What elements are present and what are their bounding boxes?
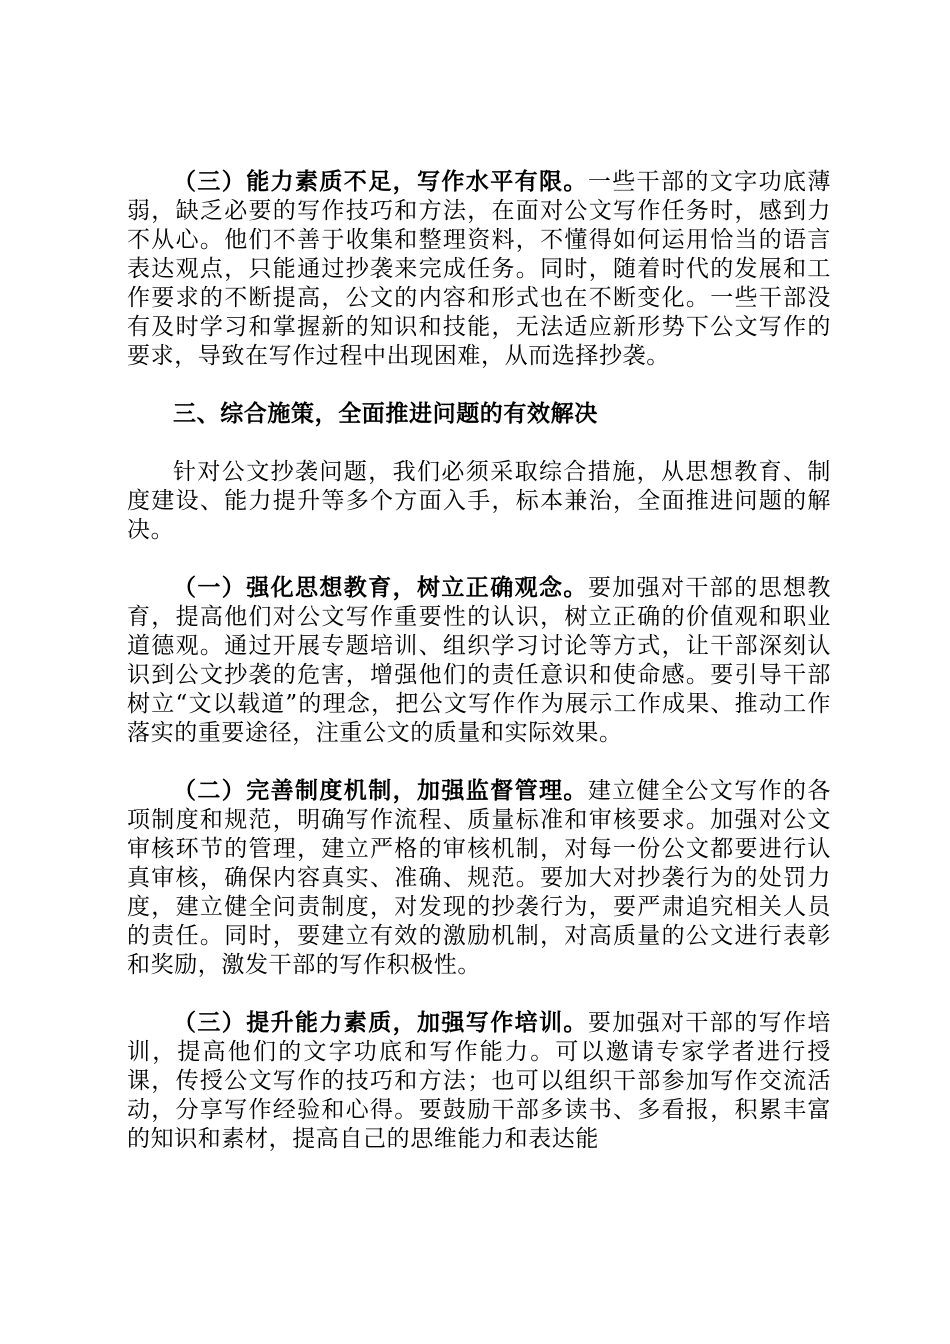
paragraph-body: 一些干部的文字功底薄弱，缺乏必要的写作技巧和方法，在面对公文写作任务时，感到力不从心。他们不善于收集和整理资料，不懂得如何运用恰当的语言表达观点，只能通过抄袭来完成任务。同时，随着时代的发展和工作要求的不断提高，公文的内容和形式也在不断变化。一些干部没有及时学习和掌握新的知识和技能，无法适应新形势下公文写作的要求，导致在写作过程中出现困难，从而选择抄袭。 bbox=[127, 169, 832, 369]
paragraph-institutional-mechanism bbox=[127, 777, 831, 980]
section-heading: 三、综合施策，全面推进问题的有效解决 bbox=[173, 401, 598, 427]
paragraph-body: 建立健全公文写作的各项制度和规范，明确写作流程、质量标准和审核要求。加强对公文审核环节的管理，建立严格的审核机制，对每一份公文都要进行认真审核，确保内容真实、准确、规范。要加大对抄袭行为的处罚力度，建立健全问责制度，对发现的抄袭行为，要严肃追究相关人员的责任。同时，要建立有效的激励机制，对高质量的公文进行表彰和奖励，激发干部的写作积极性。 bbox=[127, 778, 832, 978]
document-page bbox=[127, 168, 831, 1154]
paragraph-intro bbox=[127, 458, 831, 545]
paragraph-body: 要加强对干部的写作培训，提高他们的文字功底和写作能力。可以邀请专家学者进行授课，传授公文写作的技巧和方法；也可以组织干部参加写作交流活动，分享写作经验和心得。要鼓励干部多读书、多看报，积累丰富的知识和素材，提高自己的思维能力和表达能 bbox=[127, 1010, 832, 1152]
paragraph-body: 针对公文抄袭问题，我们必须采取综合措施，从思想教育、制度建设、能力提升等多个方面入手，标本兼治，全面推进问题的解决。 bbox=[127, 459, 831, 543]
paragraph-body: 要加强对干部的思想教育，提高他们对公文写作重要性的认识，树立正确的价值观和职业道德观。通过开展专题培训、组织学习讨论等方式，让干部深刻认识到公文抄袭的危害，增强他们的责任意识和使命感。要引导干部树立“文以载道”的理念，把公文写作作为展示工作成果、推动工作落实的重要途径，注重公文的质量和实际效果。 bbox=[127, 575, 832, 746]
paragraph-lead: （一）强化思想教育，树立正确观念。 bbox=[173, 575, 588, 601]
paragraph-lead: （三）能力素质不足，写作水平有限。 bbox=[173, 169, 588, 195]
paragraph-writing-training bbox=[127, 1009, 831, 1154]
paragraph-ability-shortfall bbox=[127, 168, 831, 371]
paragraph-lead: （三）提升能力素质，加强写作培训。 bbox=[173, 1010, 588, 1036]
paragraph-lead: （二）完善制度机制，加强监督管理。 bbox=[173, 778, 588, 804]
paragraph-ideological-education bbox=[127, 574, 831, 748]
